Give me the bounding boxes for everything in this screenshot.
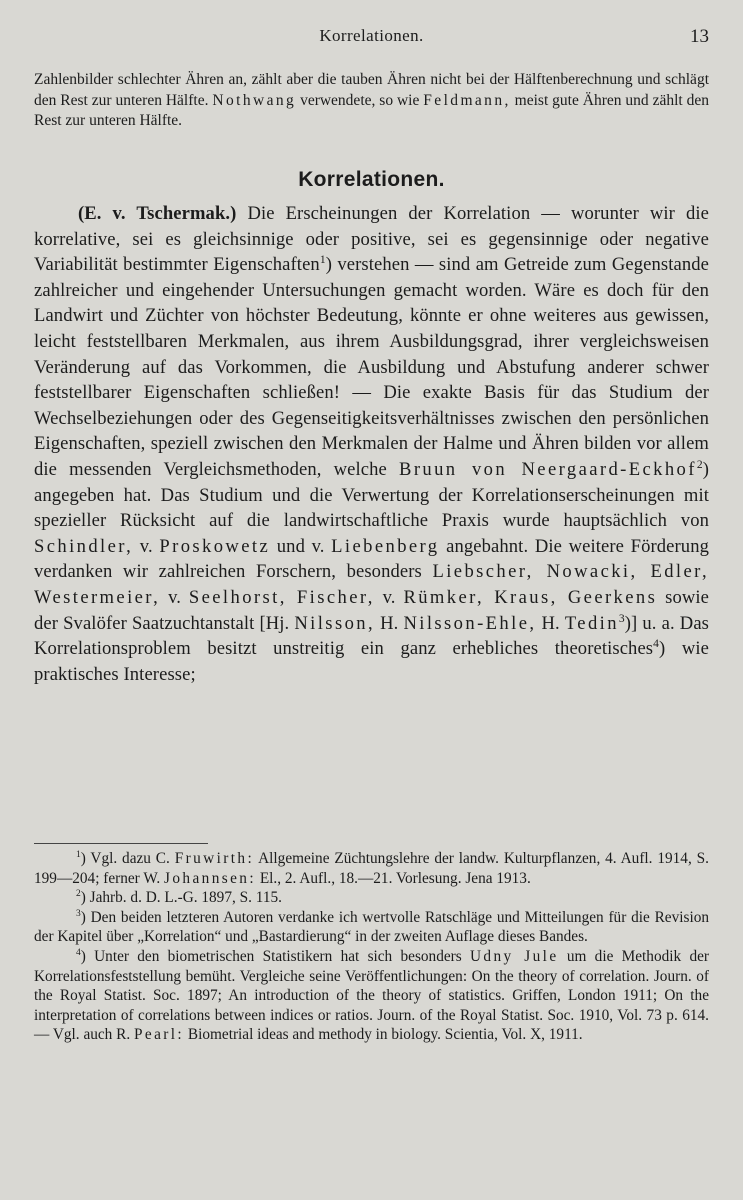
text-run: v.: [160, 586, 189, 608]
text-run: ) verstehen — sind am Getreide zum Gegenstande zahlreicher und eingehender Untersuchungen gemacht worden. Wäre es doch für den Landwirt und Züchter von höchster Bedeutung, könnte er ohne weiteres aus gewissen, leicht feststellbaren Merkmalen, aus ihrem Ausbildungsgrad, ihrer vergleichsweisen Veränderung auf das Vorkommen, die Ausbildung und Abstufung anderer schwer feststellbarer Eigenschaften schließen! — Die exakte Basis für das Studium der Wechselbeziehungen oder des Gegenseitigkeitsverhältnisses zwischen den persönlichen Eigenschaften, speziell zwischen den Merkmalen der Halme und Ähren bilden vor allem die messenden Vergleichsmethoden, welche: [34, 254, 709, 480]
text-run: Allgemeine Züchtungslehre der landw. Kulturpflanzen, 4. Aufl. 1914, S. 199—204; ferner W.: [34, 850, 709, 887]
text-run: ) Jahrb. d. D. L.-G. 1897, S. 115.: [80, 889, 282, 907]
footnote-4: [34, 947, 709, 1045]
author-name: Nilsson,: [294, 612, 376, 634]
author-name: Tedin: [564, 612, 619, 634]
text-run: )] u. a. Das Korrelationsproblem besitzt unstreitig ein ganz erhebliches theoretisches: [34, 612, 710, 660]
author-name: Fruwirth:: [174, 850, 255, 867]
author-name: Feldmann,: [423, 91, 511, 109]
author-name: Schindler,: [34, 535, 134, 557]
author-name: Rümker, Kraus, Geerkens: [403, 586, 658, 608]
text-run: angebahnt. Die weitere Förderung verdanken wir zahlreichen Forschern, besonders: [34, 535, 709, 583]
footnote-mark: 3: [76, 908, 81, 919]
footnote-mark: 2: [76, 889, 81, 900]
author-name: Seelhorst, Fischer,: [188, 586, 375, 608]
footnote-mark: 4: [76, 947, 81, 958]
author-name: Proskowetz: [159, 535, 271, 557]
text-run: ) angegeben hat. Das Studium und die Verwertung der Korrelationserscheinungen mit spezieller Rücksicht auf die landwirtschaftliche Praxis wurde hauptsächlich von: [34, 458, 710, 532]
section-heading: Korrelationen.: [298, 168, 445, 191]
author-name: Nothwang: [212, 91, 297, 109]
text-run: ) wie praktisches Interesse;: [34, 638, 709, 685]
text-run: Biometrial ideas and methody in biology. Scientia, Vol. X, 1911.: [184, 1026, 583, 1044]
author-attribution: (E. v. Tschermak.): [78, 203, 237, 224]
text-run: Die Erscheinungen der Korrelation — worunter wir die korrelative, sei es gleichsinnige oder positive, sei es gegensinnige oder negative Variabilität bestimmter Eigenschaften: [34, 203, 709, 276]
footnote-mark: 1: [76, 849, 81, 860]
intro-paragraph: [34, 70, 709, 132]
text-run: verwendete, so wie: [296, 91, 424, 109]
footnote-3: [34, 908, 709, 947]
body-paragraph: [34, 201, 709, 687]
text-run: v.: [133, 535, 160, 557]
text-run: sowie der Svalöfer Saatzuchtanstalt [Hj.: [34, 586, 709, 634]
text-run: H.: [375, 612, 404, 634]
author-name: Bruun von Neergaard-Eckhof: [399, 458, 697, 480]
text-run: ) Den beiden letzteren Autoren verdanke ich wertvolle Ratschläge und Mitteilungen für die Revision der Kapitel über „Korrelation“ und „Bastardierung“ in der zweiten Auflage dieses Bandes.: [34, 908, 709, 946]
author-name: Udny Jule: [469, 947, 559, 965]
page-number: 13: [690, 26, 709, 47]
text-run: H.: [536, 612, 565, 634]
author-name: Nilsson-Ehle,: [403, 612, 537, 634]
text-run: ) Unter den biometrischen Statistikern hat sich besonders: [80, 947, 470, 965]
text-run: um die Methodik der Korrelationsfeststellung bemüht. Vergleiche seine Veröffentlichungen: On the theory of correlation. Journ. of the Royal Statist. Soc. 1897; An introduction of the theory of statistics. Griffen, London 1911; On the interpretation of correlations between indices or ratios. Journ. of the Royal Statist. Soc. 1910, Vol. 73 p. 614. — Vgl. auch R.: [34, 947, 709, 1044]
footnote-ref: 4: [653, 637, 660, 650]
text-run: Zahlenbilder schlechter Ähren an, zählt aber die tauben Ähren nicht bei der Hälftenberechnung und schlägt den Rest zur unteren Hälfte.: [34, 71, 709, 109]
text-run: und v.: [270, 535, 332, 557]
body-text: [34, 201, 709, 687]
footnote-2: [34, 888, 709, 908]
text-run: v.: [374, 586, 404, 608]
author-name: Liebscher, Nowacki, Edler, Westermeier,: [34, 561, 710, 608]
footnote-1: [34, 849, 709, 888]
running-title: Korrelationen.: [319, 26, 424, 45]
text-run: meist gute Ähren und zählt den Rest zur unteren Hälfte.: [34, 91, 709, 130]
footnote-ref: 1: [319, 254, 326, 266]
author-name: Pearl:: [134, 1026, 185, 1044]
author-name: Johannsen:: [164, 869, 256, 887]
footnotes: [34, 849, 709, 1045]
footnote-divider: [34, 843, 208, 844]
footnote-ref: 3: [618, 612, 625, 625]
text-run: El., 2. Aufl., 18.—21. Vorlesung. Jena 1913.: [256, 869, 531, 887]
text-run: ) Vgl. dazu C.: [80, 850, 175, 867]
author-name: Liebenberg: [331, 535, 440, 557]
page-header: [34, 26, 709, 50]
footnote-ref: 2: [696, 458, 703, 471]
